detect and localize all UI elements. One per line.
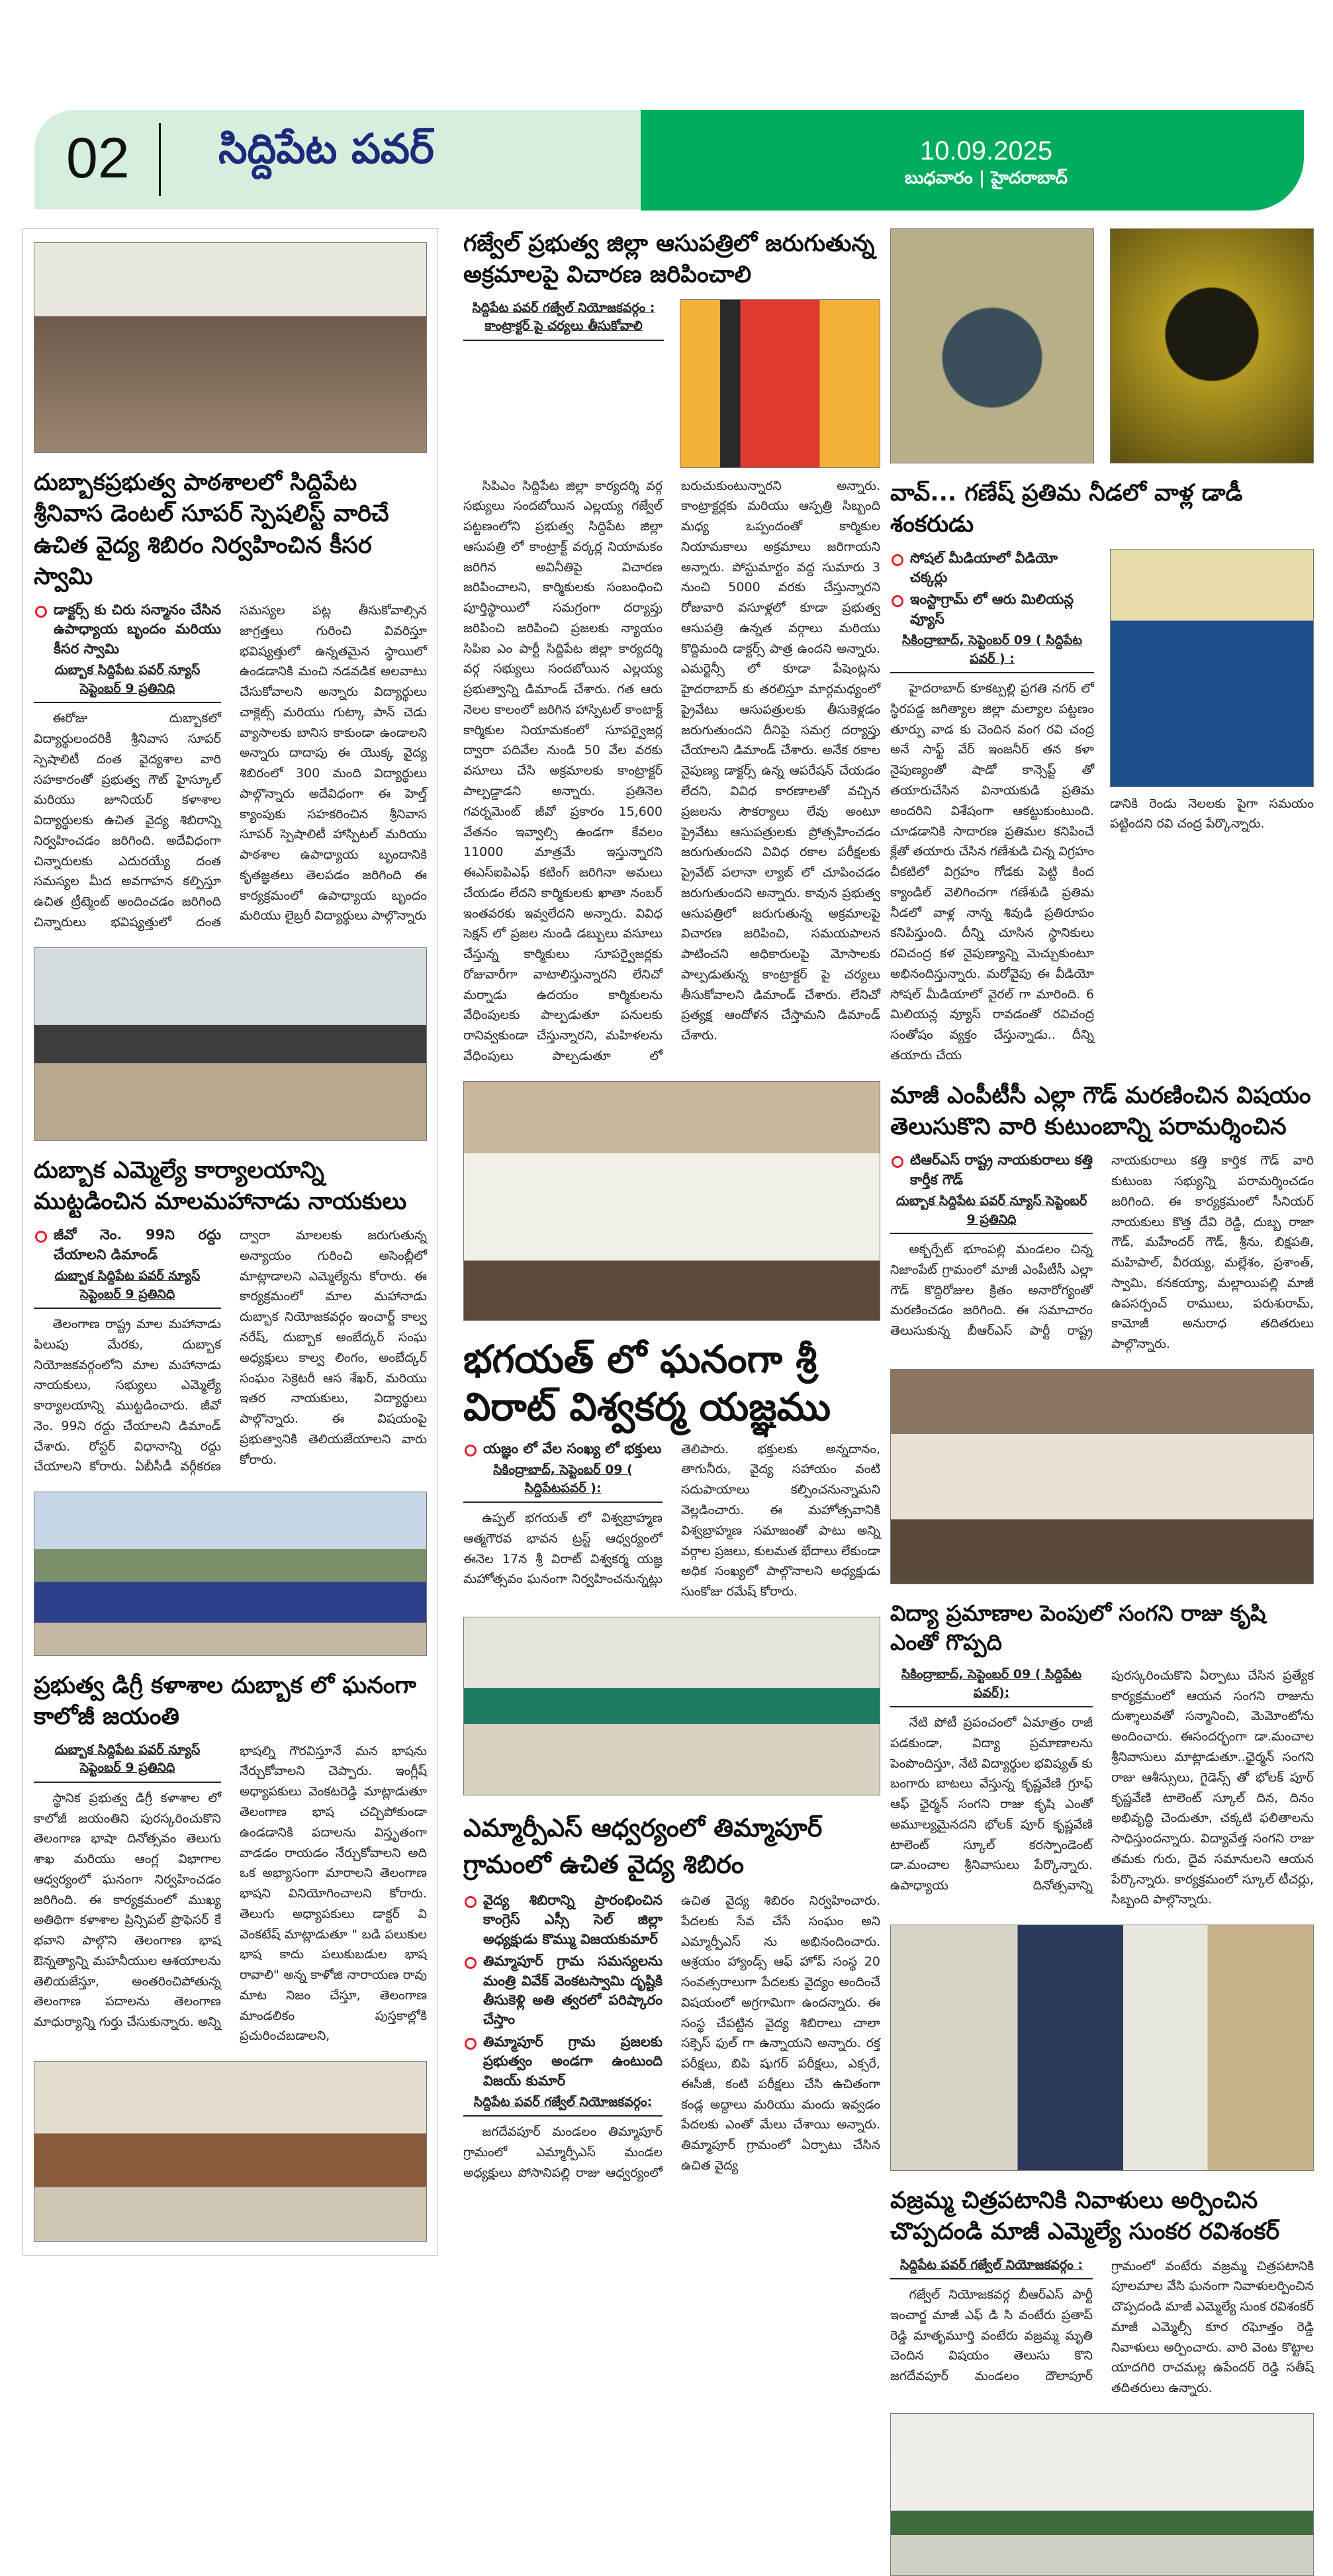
bullet-point: తిమ్మాపూర్ గ్రామ ప్రజలకు ప్రభుత్వం అండగా ఉంటుంది విజయ్ కుమార్ <box>463 2032 663 2091</box>
middle-column <box>463 228 880 2183</box>
bullets-dental-camp <box>34 600 221 659</box>
article-mla-office <box>34 1155 427 1478</box>
headline-ganesh-shadow: వావ్... గణేష్ ప్రతిమ నీడలో వాళ్ల డాడీ శంకరుడు <box>890 480 1243 538</box>
page-number: 02 <box>66 126 130 190</box>
headline-vishwakarma-yagnam: భగయత్ లో ఘనంగా శ్రీ విరాట్ విశ్వకర్మ యజ్ఞము <box>463 1336 831 1430</box>
issue-date: 10.09.2025 <box>919 136 1053 166</box>
masthead-logo: సిద్దిపేట పవర్ <box>218 124 434 173</box>
article-body-ella-goud <box>890 1151 1314 1355</box>
header-divider <box>159 123 161 196</box>
article-ganesh <box>890 478 1314 1066</box>
article-vishwakarma <box>463 1335 880 1602</box>
headline-vajramma-tribute: వజ్రమ్మ చిత్రపటానికి నివాళులు అర్పించిన చొప్పదండి మాజీ ఎమ్మెల్యే సుంకర రవిశంకర్ <box>890 2187 1280 2246</box>
issue-day-city: బుధవారం | హైదరాబాద్ <box>904 168 1068 188</box>
body-text: ఉప్పల్ భగయత్ లో విశ్వబ్రాహ్మణ ఆత్మగౌరవ భావన ట్రస్ట్ ఆధ్వర్యంలో ఈనెల 17న శ్రీ విరాట్ విశ్వకర్మ యజ్ఞ మహోత్సవం ఘనంగా నిర్వహించనున్నట్లు తెలిపారు. భక్తులకు అన్నదానం, తాగునీరు, వైద్య సహాయం వంటి సదుపాయాలు కల్పించనున్నామని వెల్లడించారు. ఈ మహోత్సవానికి విశ్వబ్రాహ్మణ సమాజంతో పాటు అన్ని వర్గాల ప్రజలు, కులమత భేదాలు లేకుండా అధిక సంఖ్యలో పాల్గొనాలని అధ్యక్షుడు సుంకోజు రమేష్ కోరారు. <box>463 1441 880 1599</box>
byline-dental-camp: దుబ్బాక సిద్దిపేట పవర్ న్యూస్ సెప్టెంబర్ 9 ప్రతినిధి <box>34 661 221 703</box>
bullets-vishwakarma <box>463 1439 663 1458</box>
photo-vajramma-tribute <box>890 2413 1314 2576</box>
photo-medical-camp <box>463 1617 880 1795</box>
article-body-kaloji-jayanthi <box>34 1741 427 2046</box>
bullet-point: టిఆర్ఎస్ రాష్ట్ర నాయకురాలు కత్తి కార్తీక గౌడ్ <box>890 1151 1093 1190</box>
article-body-sangani-raju <box>890 1666 1314 1910</box>
body-text: డానికి రెండు నెలలకు పైగా సమయం పట్టిందని రవి చంద్ర పేర్కొన్నారు. <box>1110 796 1314 832</box>
headline-kaloji-jayanthi: ప్రభుత్వ డిగ్రీ కళాశాల దుబ్బాక లో ఘనంగా కాలోజీ జయంతి <box>34 1672 416 1731</box>
article-vajramma <box>890 2185 1314 2399</box>
left-column <box>23 228 438 2256</box>
byline-vajramma: సిద్దిపేట పవర్ గజ్వేల్ నియోజకవర్గం : <box>890 2256 1093 2280</box>
photo-ganesh-shadow <box>1110 228 1314 463</box>
bullets-ella-goud <box>890 1151 1093 1190</box>
article-timmapur <box>463 1810 880 2183</box>
photo-mala-mahanadu-group <box>34 1492 427 1656</box>
photo-kaloji-event <box>34 2061 427 2242</box>
headline-dental-camp: దుబ్బాకప్రభుత్వ పాఠశాలలో సిద్దిపేట శ్రీనివాస డెంటల్ సూపర్ స్పెషలిస్ట్ వారిచే ఉచిత వైద్య శిబిరం నిర్వహించిన కీసర స్వామి <box>34 469 389 590</box>
byline-timmapur: సిద్దిపేట పవర్ గజ్వేల్ నియోజకవర్గం: <box>463 2093 663 2117</box>
headline-gajwel-hospital: గజ్వేల్ ప్రభుత్వ జిల్లా ఆసుపత్రిలో జరుగుతున్న అక్రమాలపై విచారణ జరిపించాలి <box>463 230 875 289</box>
body-text: హైదరాబాద్ కూకట్పల్లి ప్రగతి నగర్ లో స్థిరపడ్డ జగిత్యాల జిల్లా మల్యాల పట్టణం తూర్పు వాడ కు చెందిన వంగ రవి చంద్ర అనే సాఫ్ట్ వేర్ ఇంజనీర్ తన కళా నైపుణ్యంతో షాడో కాన్సెప్ట్ తో తయారుచేసిన వినాయకుడి ప్రతిమ అందరిని విశేషంగా ఆకట్టుకుంటుంది. చూడడానికి సాదారణ ప్రతిమల కనిపించే క్లేతో తయారు చేసిన గణేశుడి చిన్న విగ్రహం చీకటిలో విగ్రహం గోడకు పెట్టి కింద క్యాండిల్ వెలిగించగా గణేశుడి ప్రతిమ నీడలో వాళ్ల నాన్న శివుడి ప్రతిరూపం కనిపిస్తుంది. దీన్ని చూసిన స్థానికులు రవిచంద్ర కళ నైపుణ్యాన్ని మెచ్చుకుంటూ అభినందిస్తున్నారు. మరోవైపు ఈ వీడియో సోషల్ మీడియాలో వైరల్ గా మారింది. 6 మిలియన్ల వ్యూస్ రావడంతో రవిచంద్ర సంతోషం వ్యక్తం చేస్తున్నాడు.. దీన్ని తయారు చేయ <box>890 681 1094 1063</box>
bullet-point: యజ్ఞం లో వేల సంఖ్య లో భక్తులు <box>463 1439 663 1458</box>
article-body-vajramma <box>890 2256 1314 2399</box>
bullets-ganesh <box>890 549 1094 630</box>
body-text: అక్బర్పేట్ భూంపల్లి మండలం చిన్న నిజాంపేట్ గ్రామంలో మాజీ ఎంపీటీసీ ఎల్లా గౌడ్ కొద్దిరోజుల క్రితం అనారోగ్యంతో మరణించడం జరిగింది. ఈ సమాచారం తెలుసుకున్న బీఆర్ఎస్ పార్టీ రాష్ట్ర నాయకురాలు కత్తి కార్తిక గౌడ్ వారి కుటుంబ సభ్యున్ని పరామర్శించడం జరిగింది. ఈ కార్యక్రమంలో సీనియర్ నాయకులు కొత్త దేవి రెడ్డి, దుబ్బ రాజా గౌడ్, మహేందర్ గౌడ్, శ్రీను, బిక్షపతి, మహిపాల్, వీరయ్య, మల్లేశం, ప్రశాంత్, స్వామి, కనకయ్యా, మల్లాయిపల్లి మాజీ ఉపసర్పంచ్ రాములు, పరుశురామ్, కామోజీ అనురాధ తదితరులు పాల్గొన్నారు. <box>890 1153 1314 1352</box>
headline-mla-office: దుబ్బాక ఎమ్మెల్యే కార్యాలయాన్ని ముట్టడించిన మాలమహానాడు నాయకులు <box>34 1157 407 1215</box>
headline-ella-goud: మాజీ ఎంపీటీసీ ఎల్లా గౌడ్ మరణించిన విషయం తెలుసుకొని వారి కుటుంబాన్ని పరామర్శించిన <box>890 1082 1311 1140</box>
byline-gajwel-hospital: సిద్దిపేట పవర్ గజ్వేల్ నియోజకవర్గం : కాంట్రాక్టర్ పై చర్యలు తీసుకోవాలి <box>463 299 664 341</box>
photo-sangani-raju-felicitation <box>890 1925 1314 2171</box>
body-text: ఈరోజు దుబ్బాకలో విద్యార్థులందరికీ శ్రీనివాస సూపర్ స్పెషాలిటీ దంత వైద్యశాల వారి సహకారంతో ప్రభుత్వ గౌట్ హైస్కూల్ మరియు జూనియర్ కళాశాల విద్యార్థులకు ఉచిత వైద్య శిబిరాన్ని నిర్వహించడం జరిగింది. అదేవిధంగా చిన్నారులకు ఎదురయ్యే దంత సమస్యల మీద అవగాహన కల్పిస్తూ ఉచిత ట్రీట్మెంట్ అందించడం జరిగింది చిన్నారులు భవిష్యత్తులో దంత సమస్యల పట్ల తీసుకోవాల్సిన జాగ్రత్తలు గురించి వివరిస్తూ భవిష్యత్తులో ఉన్నతమైన స్థాయిలో ఉండడానికి మంచి నడవడిక అలవాటు చేసుకోవాలని అన్నారు విద్యార్థులు చాక్లెట్స్ మరియు గుట్కా పాన్ చెడు వ్యాసాలకు బానిస కాకుండా ఉండాలని అన్నారు దాదాపు ఈ యొక్క వైద్య శిబిరంలో 300 మంది విద్యార్థులు పాల్గొన్నారు అదేవిధంగా ఈ హెల్త్ క్యాంపుకు సహకరించిన శ్రీనివాస సూపర్ స్పెషాలిటీ హాస్పిటల్ మరియు పాఠశాల ఉపాధ్యాయ బృందానికి కృతజ్ఞతలు తెలపడం జరిగింది ఈ కార్యక్రమంలో ఉపాధ్యాయ బృందం మరియు లైబ్రరీ విద్యార్థులు పాల్గొన్నారు <box>34 603 427 930</box>
bullets-timmapur <box>463 1891 663 2091</box>
article-tail-ganesh <box>1110 794 1314 835</box>
right-column <box>890 228 1314 2576</box>
body-text: జగదేవపూర్ మండలం తిమ్మాపూర్ గ్రామంలో ఎమ్మార్పీఎస్ మండల అధ్యక్షులు పోసానిపల్లి రాజు ఆధ్వర్యంలో ఉచిత వైద్య శిబిరం నిర్వహించారు. పేదలకు సేవ చేసే సంఘం అని ఎమ్మార్పీఎస్ ను అభినందించారు. ఆశ్రయం హ్యాండ్స్ ఆఫ్ హోప్ సంస్థ 20 సంవత్సరాలుగా పేదలకు వైద్యం అందించే విషయంలో అగ్రగామిగా ఉందన్నారు. ఈ సంస్థ చేపట్టిన వైద్య శిబిరాలు చాలా సక్సెస్ ఫుల్ గా ఉన్నాయని అన్నారు. రక్త పరీక్షలు, బిపి షుగర్ పరీక్షలు, ఎక్సరే, ఈసీజీ, కంటి పరీక్షలు చేసి ఉచితంగా కండ్ల అద్దాలు మరియు మందు ఇవ్వడం పేదలకు ఎంతో మేలు చేశాయి అన్నారు. తిమ్మాపూర్ గ్రామంలో ఏర్పాటు చేసిన ఉచిత వైద్య <box>463 1893 880 2180</box>
headline-sangani-raju: విద్యా ప్రమాణాల పెంపులో సంగని రాజు కృషి ఎంతో గొప్పది <box>890 1599 1266 1656</box>
photo-vishwakarma-poster-release <box>463 1081 880 1321</box>
photo-cpm-leader <box>680 299 880 468</box>
article-body-dental-camp <box>34 600 427 933</box>
headline-timmapur-medical-camp: ఎమ్మార్పీఎస్ ఆధ్వర్యంలో తిమ్మాపూర్ గ్రామంలో ఉచిత వైద్య శిబిరం <box>463 1813 823 1879</box>
article-dental-camp <box>34 467 427 933</box>
photo-ravi-chandra <box>1110 549 1314 787</box>
article-body-gajwel-hospital <box>463 476 880 1067</box>
article-ella-goud <box>890 1080 1314 1355</box>
article-body-timmapur <box>463 1891 880 2183</box>
photo-mala-mahanadu-protest <box>34 947 427 1141</box>
byline-ganesh: సికింద్రాబాద్, సెప్టెంబర్ 09 ( సిద్దిపేట పవర్ ) : <box>890 632 1094 673</box>
article-body-vishwakarma <box>463 1439 880 1602</box>
byline-mla-office: దుబ్బాక సిద్దిపేట పవర్ న్యూస్ సెప్టెంబర్ 9 ప్రతినిధి <box>34 1267 221 1309</box>
body-text: సిపిఎం సిద్దిపేట జిల్లా కార్యదర్శి వర్గ సభ్యులు సందబోయిన ఎల్లయ్య గజ్వేల్ పట్టణంలోని ప్రభుత్వ సిద్దిపేట జిల్లా ఆసుపత్రి లో కాంట్రాక్ట్ వర్కర్ల నియామకం జరిగిన అవినీతిపై విచారణ జరిపించాలని, కార్మికులకు సంబంధించి పూర్తిస్థాయిలో సమగ్రంగా దర్యాప్తు జరిపించి జరిపించి ప్రజలకు న్యాయం సిపిఐ ఎం పార్టీ సిద్దిపేట జిల్లా కార్యదర్శి వర్గ సభ్యులు సందబోయిన ఎల్లయ్య ప్రభుత్వాన్ని డిమాండ్ చేశారు. గత ఆరు నెలల కాలంలో జరిగిన హాస్పిటల్ కాంటాక్ట్ కార్మికుల నియామకంలో సూపర్వైజర్ల ద్వారా పదివేల నుండి 50 వేల వరకు వసూలు చేసి అక్రమాలకు కాంట్రాక్టర్ పాల్పడ్డాడని అన్నారు. ప్రతినెల గవర్నమెంట్ జీవో ప్రకారం 15,600 వేతనం ఇవ్వాల్సి ఉండగా కేవలం 11000 మాత్రమే ఇస్తున్నారని ఈఎస్ఐపిఎఫ్ కటింగ్ జరిగినా అమలు చేయడం లేదని కార్మికులకు ఖాతా నంబర్ ఇంతవరకు ఇవ్వలేదని అన్నారు. వివిధ సెక్షన్ లో ప్రజల నుండి డబ్బులు వసూలు చేస్తున్న కార్మికులు సూపర్వైజర్లకు రోజువారీగా వాటాలిస్తున్నారని లేనిచో మర్నాడు ఉదయం కార్మికులను వేధింపులకు పాల్పడుతూ పనులకు రానివ్వకుండా చేస్తున్నారని, మహిళలను వేధింపులు పాల్పడుతూ లో బరుచుకుంటున్నారని అన్నారు. కాంట్రాక్టర్లకు మరియు ఆస్పత్రి సిబ్బంది మధ్య ఒప్పందంతో కార్మికుల నియామకాలు అక్రమాలు జరిగాయని అన్నారు. పోస్టుమార్టం వద్ద సుమారు 3 నుంచి 5000 వరకు చేస్తున్నారని రోజువారి వసూళ్లలో కూడా ప్రభుత్వ ఆసుపత్రి ఉన్నత వర్గాలు మరియు కొద్దిమంది డాక్టర్స్ పాత్ర ఉందని అన్నారు. ఎమర్జెన్సీ లో కూడా పేషెంట్లను హైదరాబాద్ కు తరలిస్తూ మార్గమధ్యంలో ప్రైవేటు ఆసుపత్రులకు తీసుకెళ్లడం జరుగుతుందని దీనిపై సమగ్ర దర్యాప్తు చేయాలని డిమాండ్ చేశారు. అనేక రకాల నైపుణ్య డాక్టర్స్ ఉన్న ఆపరేషన్ చేయడం లేదని, వివిధ కారణాలతో వచ్చిన ప్రజలను సౌకర్యాలు లేవు అంటూ ప్రైవేటు ఆసుపత్రులకు ప్రోత్సహించడం జరుగుతుందని వివిధ రకాల పరీక్షలకు ప్రైవేట్ పలానా ల్యాబ్ లో చూపించడం జరుగుతుందని అన్నారు. కావున ప్రభుత్వ ఆసుపత్రిలో జరుగుతున్న అక్రమాలపై విచారణ జరిపించి, సమయపాలన పాటించని అధికారులపై మోసాలకు పాల్పడుతున్న కాంట్రాక్టర్ పై చర్యలు తీసుకోవాలని డిమాండ్ చేశారు. లేనిచో ప్రత్యక్ష ఆందోళన చేస్తామని డిమాండ్ చేశారు. <box>463 478 880 1063</box>
photo-dental-camp <box>34 242 427 453</box>
article-body-ganesh <box>890 679 1094 1066</box>
body-text: గజ్వేల్ నియోజకవర్గ బీఆర్ఎస్ పార్టీ ఇంచార్జ మాజీ ఎఫ్ డి సి వంటేరు ప్రతాప్ రెడ్డి మాతృమూర్తి వంటేరు వజ్రమ్మ మృతి చెందిన విషయం తెలుసు కొని జగదేవపూర్ మండలం దౌలాపూర్ గ్రామంలో వంటేరు వజ్రమ్మ చిత్రపటానికి పూలమాల వేసి ఘనంగా నివాళులర్పించిన చొప్పదండి మాజీ ఎమ్మెల్యే సుంక రవిశంకర్ మాజీ ఎమ్మెల్సీ కూర రఘోత్తం రెడ్డి నివాళులు అర్పించారు. వారి వెంట కొట్టాల యాదగిరి రాచమల్ల ఉపేందర్ రెడ్డి సతీష్ తదితరులు ఉన్నారు. <box>890 2258 1314 2396</box>
photo-ganesh-idol <box>890 228 1094 463</box>
bullets-mla-office <box>34 1225 221 1264</box>
bullet-point: తిమ్మాపూర్ గ్రామ సమస్యలను మంత్రి వివేక్ వెంకటస్వామి దృష్టికి తీసుకెళ్లి అతి త్వరలో పరిష్కారం చేస్తాం <box>463 1952 663 2030</box>
bullet-point: సోషల్ మీడియాలో వీడియో చక్కర్లు <box>890 549 1094 588</box>
byline-kaloji-jayanthi: దుబ్బాక సిద్దిపేట పవర్ న్యూస్ సెప్టెంబర్ 9 ప్రతినిధి <box>34 1741 221 1783</box>
byline-sangani-raju: సికింద్రాబాద్, సెప్టెంబర్ 09 ( సిద్దిపేట పవర్): <box>890 1666 1093 1707</box>
byline-ella-goud: దుబ్బాక సిద్దిపేట పవర్ న్యూస్ సెప్టెంబర్ 9 ప్రతినిధి <box>890 1192 1093 1234</box>
body-text: స్థానిక ప్రభుత్వ డిగ్రీ కళాశాల లో కాలోజీ జయంతిని పురస్కరించుకొని తెలంగాణ భాషా దినోత్సవం తెలుగు శాఖ మరియు ఆంగ్ల విభాగాల ఆధ్వర్యంలో ఘనంగా నిర్వహించడం జరిగింది. ఈ కార్యక్రమంలో ముఖ్య అతిథిగా కళాశాల ప్రిన్సిపల్ ప్రొఫెసర్ కే భవాని పాల్గొని తెలంగాణ భాష ఔన్నత్యాన్ని మహనీయుల ఆశయాలను తెలియజేస్తూ, అంతరించిపోతున్న తెలంగాణ పదాలను తెలంగాణ మాధుర్యాన్ని గుర్తు చేసుకున్నారు. అన్ని భాషల్ని గౌరవిస్తూనే మన భాషను నేర్చుకోవాలని చెప్పారు. ఇంగ్లీష్ అధ్యాపకులు వెంకటరెడ్డి మాట్లాడుతూ తెలంగాణ భాష చచ్చిపోకుండా ఉండడానికి పదాలను విస్తృతంగా వాడడం రాయడం నేర్చుకోవాలని అది ఒక అభ్యాసంగా మారాలని తెలంగాణ భాషని వినియోగించాలని కోరారు. తెలుగు అధ్యాపకులు డాక్టర్ వి వెంకటేష్ మాట్లాడుతూ " బడి పలుకుల భాష కాదు పలుకుబడుల భాష రావాలి" అన్న కాళోజి నారాయణ రావు మాట నిజం చేస్తూ, తెలంగాణ మాండలికం పుస్తకాల్లోకి ప్రచురించబడాలని, <box>34 1743 427 2044</box>
body-text: తెలంగాణ రాష్ట్ర మాల మహానాడు పిలుపు మేరకు, దుబ్బాక నియోజకవర్గంలోని మాల మహానాడు నాయకులు, సభ్యులు ఎమ్మెల్యే కార్యాలయాన్ని ముట్టడించారు. జీవో నెం. 99ని రద్దు చేయాలని డిమాండ్ చేశారు. రోస్టర్ విధానాన్ని రద్దు చేయాలని కోరారు. ఏబీసీడీ వర్గీకరణ ద్వారా మాలలకు జరుగుతున్న అన్యాయం గురించి అసెంబ్లీలో మాట్లాడాలని ఎమ్మెల్యేను కోరారు. ఈ కార్యక్రమంలో మాల మహానాడు దుబ్బాక నియోజకవర్గం ఇంచార్జ్ కాల్వ నరేష్, దుబ్బాక అంబేద్కర్ సంఘ అధ్యక్షులు కాల్వ లింగం, అంబేద్కర్ సంఘం సెక్రెటరీ ఆస శేఖర్, మరియు ఇతర నాయకులు, విద్యార్థులు పాల్గొన్నారు. ఈ విషయంపై ప్రభుత్వానికి తెలియజేయాలని వారు కోరారు. <box>34 1228 427 1474</box>
bullet-point: వైద్య శిబిరాన్ని ప్రారంభించిన కాంగ్రెస్ ఎస్సీ సెల్ జిల్లా అధ్యక్షుడు కొమ్ము విజయకుమార్ <box>463 1891 663 1949</box>
byline-vishwakarma: సికింద్రాబాద్, సెప్టెంబర్ 09 ( సిద్దిపేటపవర్ ): <box>463 1461 663 1503</box>
article-gajwel-hospital <box>463 228 880 1067</box>
bullet-point: ఇంస్టాగ్రామ్ లో ఆరు మిలియన్ల వ్యూస్ <box>890 590 1094 629</box>
article-kaloji-jayanthi <box>34 1670 427 2046</box>
article-body-mla-office <box>34 1225 427 1477</box>
bullet-point: డాక్టర్స్ కు చిరు సన్మానం చేసిన ఉపాధ్యాయ బృందం మరియు కీసర స్వామి <box>34 600 221 659</box>
body-text: నేటి పోటీ ప్రపంచంలో ఏమాత్రం రాజీ పడకుండా, విద్యా ప్రమాణాలను పెంపొందిస్తూ, నేటి విద్యార్థుల భవిష్యత్ కు బంగారు బాటలు వేస్తున్న కృష్ణవేణి గ్రూఫ్ ఆఫ్ ఛైర్మన్ సంగని రాజు కృషి ఎంతో అమూల్యమైనదని భోలక్ పూర్ కృష్ణవేణి టాలెంట్ స్కూల్ కరస్పాండెంట్ డా.మంచాల శ్రీనివాసులు పేర్కొన్నారు. ఉపాధ్యాయ దినోత్సవాన్ని పురస్కరించుకొని ఏర్పాటు చేసిన ప్రత్యేక కార్యక్రమంలో ఆయన సంగని రాజును దుశ్శాలువతో సన్మానించి, మెమోంటోను అందించారు. ఈసందర్భంగా డా.మంచాల శ్రీనివాసులు మాట్లాడుతూ..ఛైర్మన్ సంగని రాజు ఆశీస్సులు, గైడెన్స్ తో భోలక్ పూర్ కృష్ణవేణి టాలెంట్ స్కూల్ దిన, దినం అభివృద్ధి చెందుతూ, చక్కటి ఫలితాలను సాధిస్తుందన్నారు. విద్యావేత్త సంగని రాజు తమకు గురు, దైవ సమానులని ఆయన పేర్కొన్నారు. కార్యక్రమంలో స్కూల్ టీచర్లు, సిబ్బంది పాల్గొన్నారు. <box>890 1668 1314 1907</box>
bullet-point: జీవో నెం. 99ని రద్దు చేయాలని డిమాండ్ <box>34 1225 221 1264</box>
photo-ella-goud-family <box>890 1369 1314 1584</box>
article-sangani-raju <box>890 1599 1314 1910</box>
